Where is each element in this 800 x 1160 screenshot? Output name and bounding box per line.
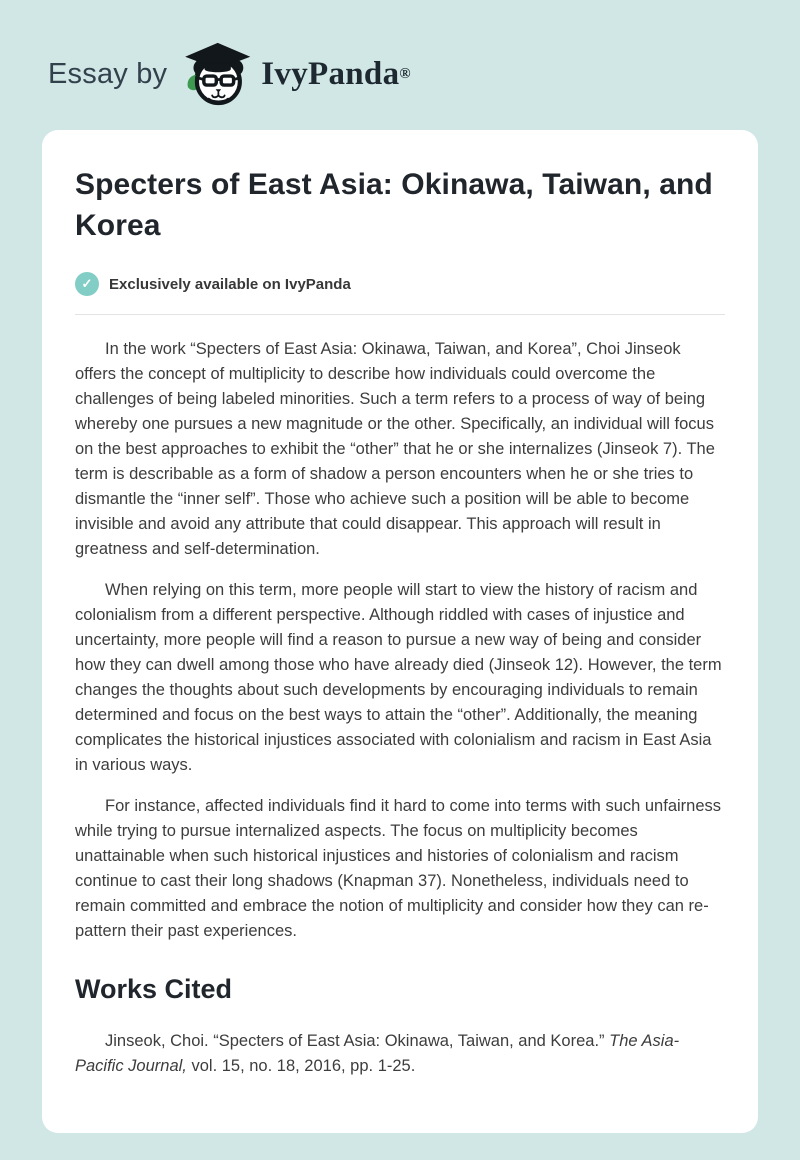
availability-badge	[75, 272, 725, 296]
essay-body	[75, 337, 725, 944]
essay-paragraph-1: In the work “Specters of East Asia: Okinawa, Taiwan, and Korea”, Choi Jinseok offers the concept of multiplicity to describe how individuals could overcome the challenges of being labeled minorities. Such a term refers to a process of way of being whereby one pursues a new magnitude or the other. Specifically, an individual will focus on the best approaches to exhibit the “other” that he or she internalizes (Jinseok 7). The term is describable as a form of shadow a person encounters when he or she tries to dismantle the “inner self”. Those who achieve such a position will be able to become invisible and avoid any attribute that could disappear. This approach will result in greatness and self-determination.	[75, 340, 715, 559]
citation-before: Jinseok, Choi. “Specters of East Asia: Okinawa, Taiwan, and Korea.”	[105, 1032, 610, 1051]
works-cited-heading: Works Cited	[75, 974, 233, 1005]
page-title: Specters of East Asia: Okinawa, Taiwan, and Korea	[75, 168, 713, 243]
citation-after: vol. 15, no. 18, 2016, pp. 1-25.	[186, 1057, 416, 1076]
essay-card	[42, 130, 758, 1133]
checkmark-icon: ✓	[75, 272, 99, 296]
registered-trademark: ®	[399, 65, 411, 82]
essay-paragraph-2: When relying on this term, more people will start to view the history of racism and colonialism from a different perspective. Although riddled with cases of injustice and uncertainty, more people will find a reason to pursue a new way of being and consider how they can dwell among those who have already died (Jinseok 12). However, the term changes the thoughts about such developments by encouraging individuals to remain determined and focus on the best ways to attain the “other”. Additionally, the meaning complicates the historical injustices associated with colonialism and racism in East Asia in various ways.	[75, 581, 722, 775]
site-header	[0, 0, 800, 110]
essay-by-label: Essay by	[48, 57, 168, 90]
divider	[75, 314, 725, 315]
citation-journal-title: The Asia-Pacific Journal,	[75, 1032, 680, 1076]
brand-name: IvyPanda	[261, 55, 400, 92]
citation-entry	[75, 1029, 725, 1079]
availability-label: Exclusively available on IvyPanda	[109, 275, 351, 293]
panda-graduate-logo-icon	[181, 41, 253, 107]
essay-paragraph-3: For instance, affected individuals find it hard to come into terms with such unfairness while trying to pursue internalized aspects. The focus on multiplicity becomes unattainable when such historical injustices and histories of colonialism and racism continue to cast their long shadows (Knapman 37). Nonetheless, individuals need to remain committed and embrace the notion of multiplicity and consider how they can re-pattern their past experiences.	[75, 797, 722, 941]
brand-link[interactable]	[181, 41, 410, 107]
